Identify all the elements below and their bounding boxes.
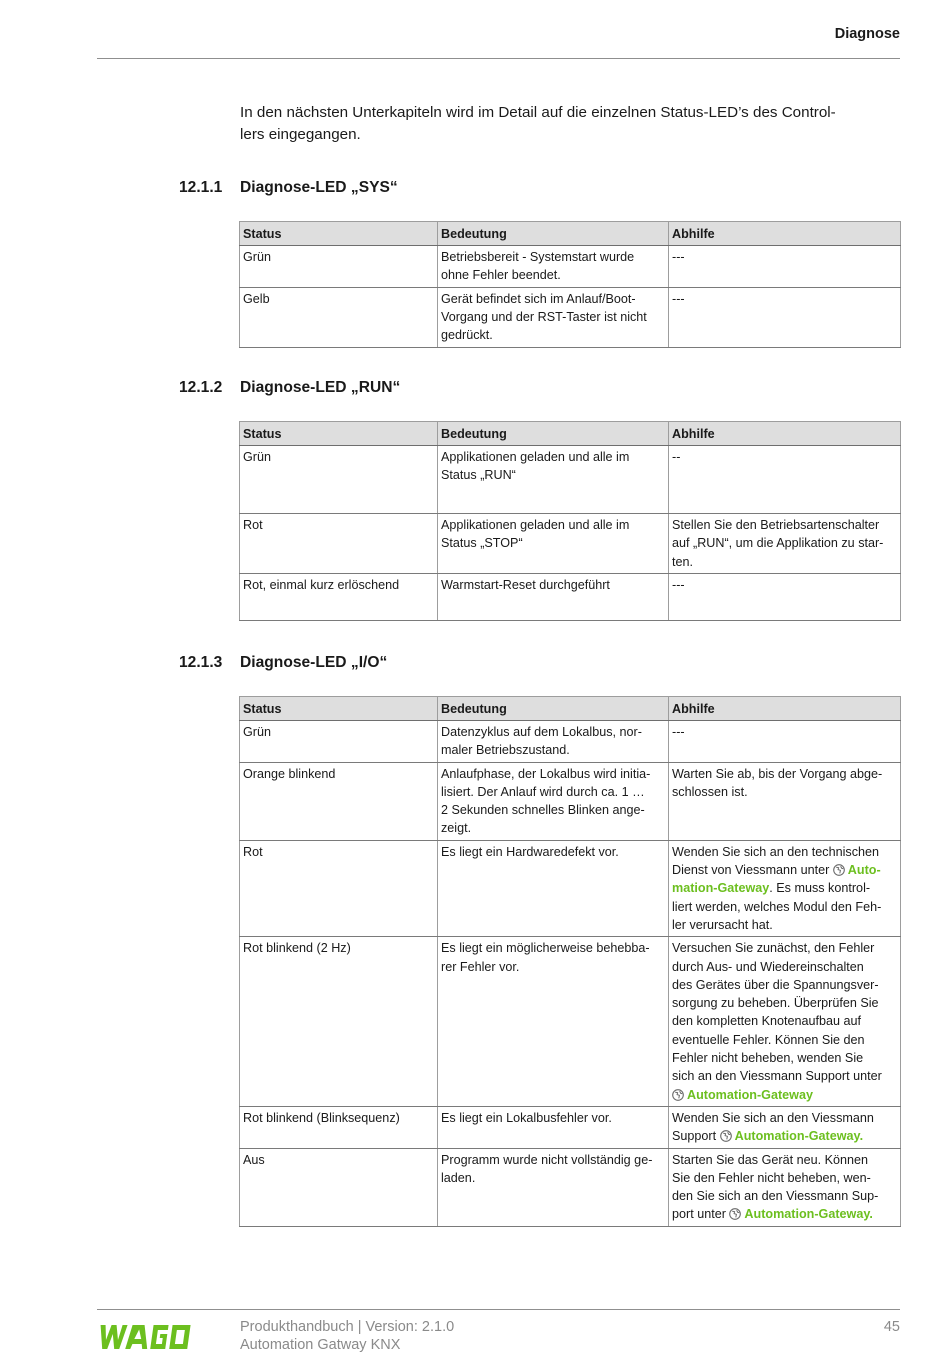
cell-bedeutung: Es liegt ein Hardwaredefekt vor.	[438, 840, 669, 936]
cell-abhilfe: ---	[669, 246, 901, 288]
table-row	[240, 446, 901, 514]
page-number: 45	[883, 1319, 900, 1335]
table-row	[240, 937, 901, 1107]
cell-bedeutung: Es liegt ein möglicherweise behebba- rer Fehler vor.	[438, 937, 669, 1107]
page-header-title: Diagnose	[834, 26, 900, 42]
globe-link-icon	[833, 864, 845, 876]
cell-status: Aus	[240, 1148, 438, 1226]
section-title: Diagnose-LED „RUN“	[240, 379, 401, 396]
table-row	[240, 287, 901, 347]
cell-bedeutung: Gerät befindet sich im Anlauf/Boot- Vorgang und der RST-Taster ist nicht gedrückt.	[438, 287, 669, 347]
column-header-status: Status	[240, 222, 438, 246]
section-number: 12.1.3	[179, 654, 223, 671]
table-row	[240, 573, 901, 620]
intro-line: lers eingegangen.	[240, 126, 361, 143]
section-number: 12.1.2	[179, 379, 223, 396]
intro-paragraph	[240, 102, 900, 146]
table-row	[240, 840, 901, 936]
globe-link-icon	[729, 1208, 741, 1220]
table-row	[240, 246, 901, 288]
section-heading-io	[179, 654, 387, 672]
cell-abhilfe: ---	[669, 721, 901, 763]
section-heading-run	[179, 379, 400, 397]
table-header-row	[240, 422, 901, 446]
cell-bedeutung: Applikationen geladen und alle im Status „STOP“	[438, 514, 669, 574]
cell-abhilfe: --	[669, 446, 901, 514]
cell-abhilfe: Wenden Sie sich an den Viessmann Support Automation-Gateway.	[669, 1106, 901, 1148]
cell-status: Rot blinkend (2 Hz)	[240, 937, 438, 1107]
cell-abhilfe: Starten Sie das Gerät neu. Können Sie den Fehler nicht beheben, wen- den Sie sich an den Viessmann Sup- port unter Automation-Gateway.	[669, 1148, 901, 1226]
column-header-abhilfe: Abhilfe	[669, 422, 901, 446]
footer-line: Automation Gatway KNX	[240, 1336, 401, 1353]
cell-bedeutung: Anlaufphase, der Lokalbus wird initia- lisiert. Der Anlauf wird durch ca. 1 … 2 Sekunden schnelles Blinken ange- zeigt.	[438, 762, 669, 840]
footer-line: Produkthandbuch | Version: 2.1.0	[240, 1319, 455, 1335]
automation-gateway-link[interactable]: Automation-Gateway.	[720, 1129, 864, 1143]
footer-divider	[97, 1309, 900, 1310]
cell-abhilfe: ---	[669, 573, 901, 620]
cell-status: Rot, einmal kurz erlöschend	[240, 573, 438, 620]
column-header-bedeutung: Bedeutung	[438, 222, 669, 246]
intro-line: In den nächsten Unterkapiteln wird im Detail auf die einzelnen Status-LED’s des Control-	[240, 104, 836, 121]
cell-bedeutung: Programm wurde nicht vollständig ge- laden.	[438, 1148, 669, 1226]
cell-status: Rot	[240, 840, 438, 936]
cell-bedeutung: Betriebsbereit - Systemstart wurde ohne Fehler beendet.	[438, 246, 669, 288]
column-header-status: Status	[240, 697, 438, 721]
section-title: Diagnose-LED „SYS“	[240, 179, 398, 196]
section-number: 12.1.1	[179, 179, 223, 196]
globe-link-icon	[720, 1130, 732, 1142]
cell-abhilfe: Versuchen Sie zunächst, den Fehler durch Aus- und Wiedereinschalten des Gerätes über die Spannungsver- sorgung zu beheben. Überprüfen Sie den kompletten Knotenaufbau auf eventuelle Fehler. Können Sie den Fehler nicht beheben, wenden Sie sich an den Viessmann Support unter Automation-Gateway	[669, 937, 901, 1107]
cell-status: Grün	[240, 246, 438, 288]
cell-abhilfe: Stellen Sie den Betriebsartenschalter auf „RUN“, um die Applikation zu star- ten.	[669, 514, 901, 574]
table-row	[240, 762, 901, 840]
cell-status: Orange blinkend	[240, 762, 438, 840]
table-row	[240, 721, 901, 763]
cell-bedeutung: Applikationen geladen und alle im Status „RUN“	[438, 446, 669, 514]
table-header-row	[240, 222, 901, 246]
column-header-bedeutung: Bedeutung	[438, 697, 669, 721]
header-divider	[97, 58, 900, 59]
section-title: Diagnose-LED „I/O“	[240, 654, 388, 671]
table-header-row	[240, 697, 901, 721]
cell-bedeutung: Warmstart-Reset durchgeführt	[438, 573, 669, 620]
cell-abhilfe: ---	[669, 287, 901, 347]
table-row	[240, 1148, 901, 1226]
table-led-io	[239, 696, 901, 1227]
cell-status: Rot	[240, 514, 438, 574]
cell-status: Gelb	[240, 287, 438, 347]
cell-abhilfe: Wenden Sie sich an den technischen Dienst von Viessmann unter Auto- mation-Gateway. Es muss kontrol- liert werden, welches Modul den Feh- ler verursacht hat.	[669, 840, 901, 936]
automation-gateway-link[interactable]: Automation-Gateway	[672, 1088, 813, 1102]
section-heading-sys	[179, 179, 398, 197]
cell-status: Rot blinkend (Blinksequenz)	[240, 1106, 438, 1148]
table-row	[240, 1106, 901, 1148]
column-header-abhilfe: Abhilfe	[669, 222, 901, 246]
column-header-bedeutung: Bedeutung	[438, 422, 669, 446]
automation-gateway-link[interactable]: Auto-	[833, 863, 881, 877]
cell-bedeutung: Datenzyklus auf dem Lokalbus, nor- maler Betriebszustand.	[438, 721, 669, 763]
globe-link-icon	[672, 1089, 684, 1101]
table-led-sys	[239, 221, 901, 348]
wago-logo	[97, 1322, 193, 1352]
cell-bedeutung: Es liegt ein Lokalbusfehler vor.	[438, 1106, 669, 1148]
table-led-run	[239, 421, 901, 621]
automation-gateway-link[interactable]: mation-Gateway	[672, 881, 770, 896]
column-header-abhilfe: Abhilfe	[669, 697, 901, 721]
table-row	[240, 514, 901, 574]
cell-status: Grün	[240, 446, 438, 514]
automation-gateway-link[interactable]: Automation-Gateway.	[729, 1207, 873, 1221]
cell-abhilfe: Warten Sie ab, bis der Vorgang abge- schlossen ist.	[669, 762, 901, 840]
column-header-status: Status	[240, 422, 438, 446]
footer-doc-info	[240, 1319, 454, 1354]
cell-status: Grün	[240, 721, 438, 763]
